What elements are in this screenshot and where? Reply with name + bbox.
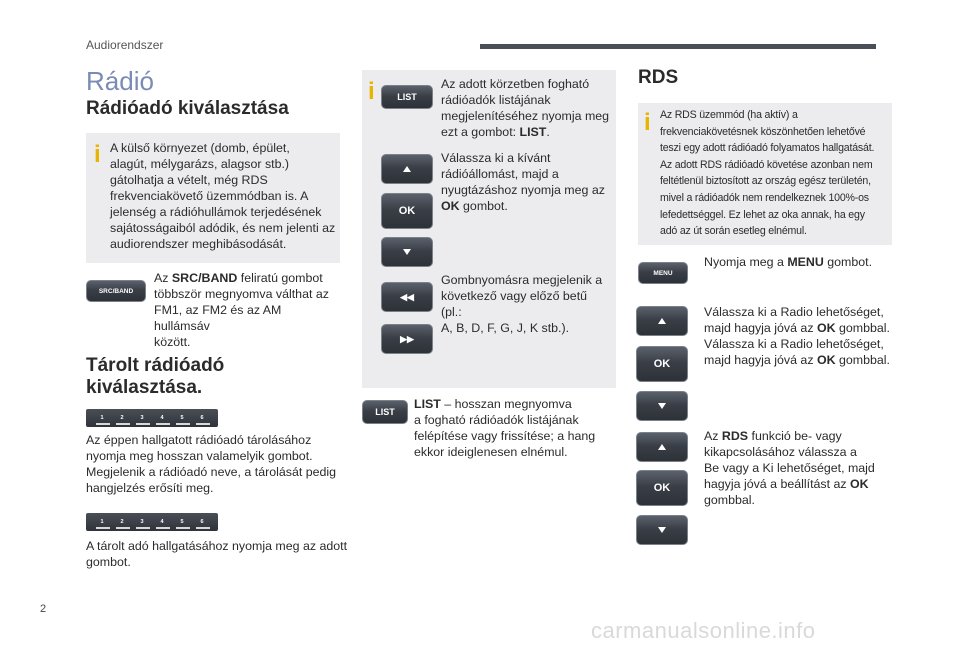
preset-button-6b[interactable]: 6 [200, 519, 204, 525]
up-arrow-icon [658, 444, 666, 450]
up-arrow-button[interactable] [381, 154, 433, 184]
select-station-description: Válassza ki a kívánt rádióállomást, majd a nyugtázáshoz nyomja meg az OK gombot. [441, 151, 605, 213]
preset-button-5[interactable]: 5 [180, 415, 184, 421]
down-arrow-button-rds[interactable] [636, 391, 688, 421]
preset-button-5b[interactable]: 5 [180, 519, 184, 525]
info-icon: i [644, 109, 651, 136]
preset-button-3b[interactable]: 3 [140, 519, 144, 525]
section-label: Audiorendszer [86, 38, 164, 52]
preset-button-1b[interactable]: 1 [100, 519, 104, 525]
next-letter-button[interactable] [381, 324, 433, 354]
menu-description: Nyomja meg a MENU gombot. [704, 255, 873, 269]
up-arrow-icon [403, 166, 411, 172]
preset-button-2[interactable]: 2 [120, 415, 124, 421]
heading-stored-stations: Tárolt rádióadó kiválasztása. [86, 355, 225, 398]
preset-buttons-row[interactable] [86, 409, 218, 427]
info-box-rds [638, 103, 892, 245]
list-button[interactable]: LIST [381, 85, 433, 109]
up-arrow-icon [658, 318, 666, 324]
preset-buttons-row-2[interactable] [86, 513, 218, 531]
src-band-description: Az SRC/BAND feliratú gombot többször megnyomva válthat az FM1, az FM2 és az AM hullámsáv között. [154, 271, 329, 349]
preset-button-4[interactable]: 4 [160, 415, 164, 421]
rds-toggle-description: Az RDS funkció be- vagy kikapcsolásához válassza a Be vagy a Ki lehetőséget, majd hagyja jóvá a beállítást az OK gombbal. [704, 429, 875, 507]
list-description: Az adott körzetben fogható rádióadók listájának megjelenítéséhez nyomja meg ezt a gombot: LIST. [441, 77, 610, 139]
up-arrow-button-rds-2[interactable] [636, 432, 688, 462]
ok-button[interactable]: OK [381, 193, 433, 229]
ok-button-rds[interactable]: OK [636, 346, 688, 382]
recall-description: A tárolt adó hallgatásához nyomja meg az adott gombot. [86, 539, 348, 569]
down-arrow-icon [403, 249, 411, 255]
seek-letter-description: Gombnyomásra megjelenik a következő vagy előző betű (pl.: A, B, D, F, G, J, K stb.). [441, 273, 603, 335]
info-icon: i [368, 78, 375, 105]
info-icon: i [94, 141, 101, 168]
page-title: Rádió [86, 66, 154, 96]
fast-forward-icon: ▶▶ [400, 333, 414, 344]
info-text-rds: Az RDS üzemmód (ha aktív) a frekvenciakövetésnek köszönhetően lehetővé teszi egy adott rádióadó folyamatos hallgatását. Az adott RDS rádióadó követése azonban nem feltétlenül biztosított az ország egész területén, mivel a rádióadók nem rendelkeznek 100%-os lefedettséggel. Ez lehet az oka annak, ha egy adó az út során esetleg elnémul. [660, 109, 875, 238]
info-box-reception [86, 133, 340, 263]
page-number: 2 [40, 603, 47, 615]
heading-rds: RDS [638, 67, 679, 88]
select-radio-description: Válassza ki a Radio lehetőséget, majd hagyja jóvá az OK gombbal. Válassza ki a Radio lehetőséget, majd hagyja jóvá az OK gombbal. [704, 305, 890, 367]
list-long-press-description: LIST – hosszan megnyomva a fogható rádióadók listájának felépítése vagy frissítése; a hang ekkor ideiglenesen elnémul. [414, 397, 596, 459]
header-rule [480, 44, 876, 49]
store-description: Az éppen hallgatott rádióadó tárolásához nyomja meg hosszan valamelyik gombot. Megjelenik a rádióadó neve, a tárolását pedig hangjelzés erősíti meg. [86, 433, 337, 495]
heading-radio-select: Rádióadó kiválasztása [86, 98, 289, 119]
previous-letter-button[interactable] [381, 282, 433, 312]
menu-button[interactable]: MENU [638, 262, 688, 284]
preset-button-3[interactable]: 3 [140, 415, 144, 421]
down-arrow-icon [658, 403, 666, 409]
down-arrow-button[interactable] [381, 237, 433, 267]
up-arrow-button-rds[interactable] [636, 306, 688, 336]
src-band-button[interactable]: SRC/BAND [86, 280, 146, 302]
preset-button-6[interactable]: 6 [200, 415, 204, 421]
preset-button-2b[interactable]: 2 [120, 519, 124, 525]
watermark: carmanualsonline.info [591, 618, 816, 643]
info-text-reception: A külső környezet (domb, épület, alagút, mélygarázs, alagsor stb.) gátolhatja a vételt, még RDS frekvenciakövető üzemmódban is. A jelenség a rádióhullámok terjedésének sajátosságaiból adódik, és nem jelenti az audiorendszer meghibásodását. [110, 141, 336, 251]
list-button-long-press[interactable]: LIST [362, 400, 408, 424]
preset-button-1[interactable]: 1 [100, 415, 104, 421]
rewind-icon: ◀◀ [400, 291, 414, 302]
ok-button-rds-2[interactable]: OK [636, 470, 688, 506]
preset-button-4b[interactable]: 4 [160, 519, 164, 525]
down-arrow-button-rds-2[interactable] [636, 515, 688, 545]
down-arrow-icon [658, 527, 666, 533]
